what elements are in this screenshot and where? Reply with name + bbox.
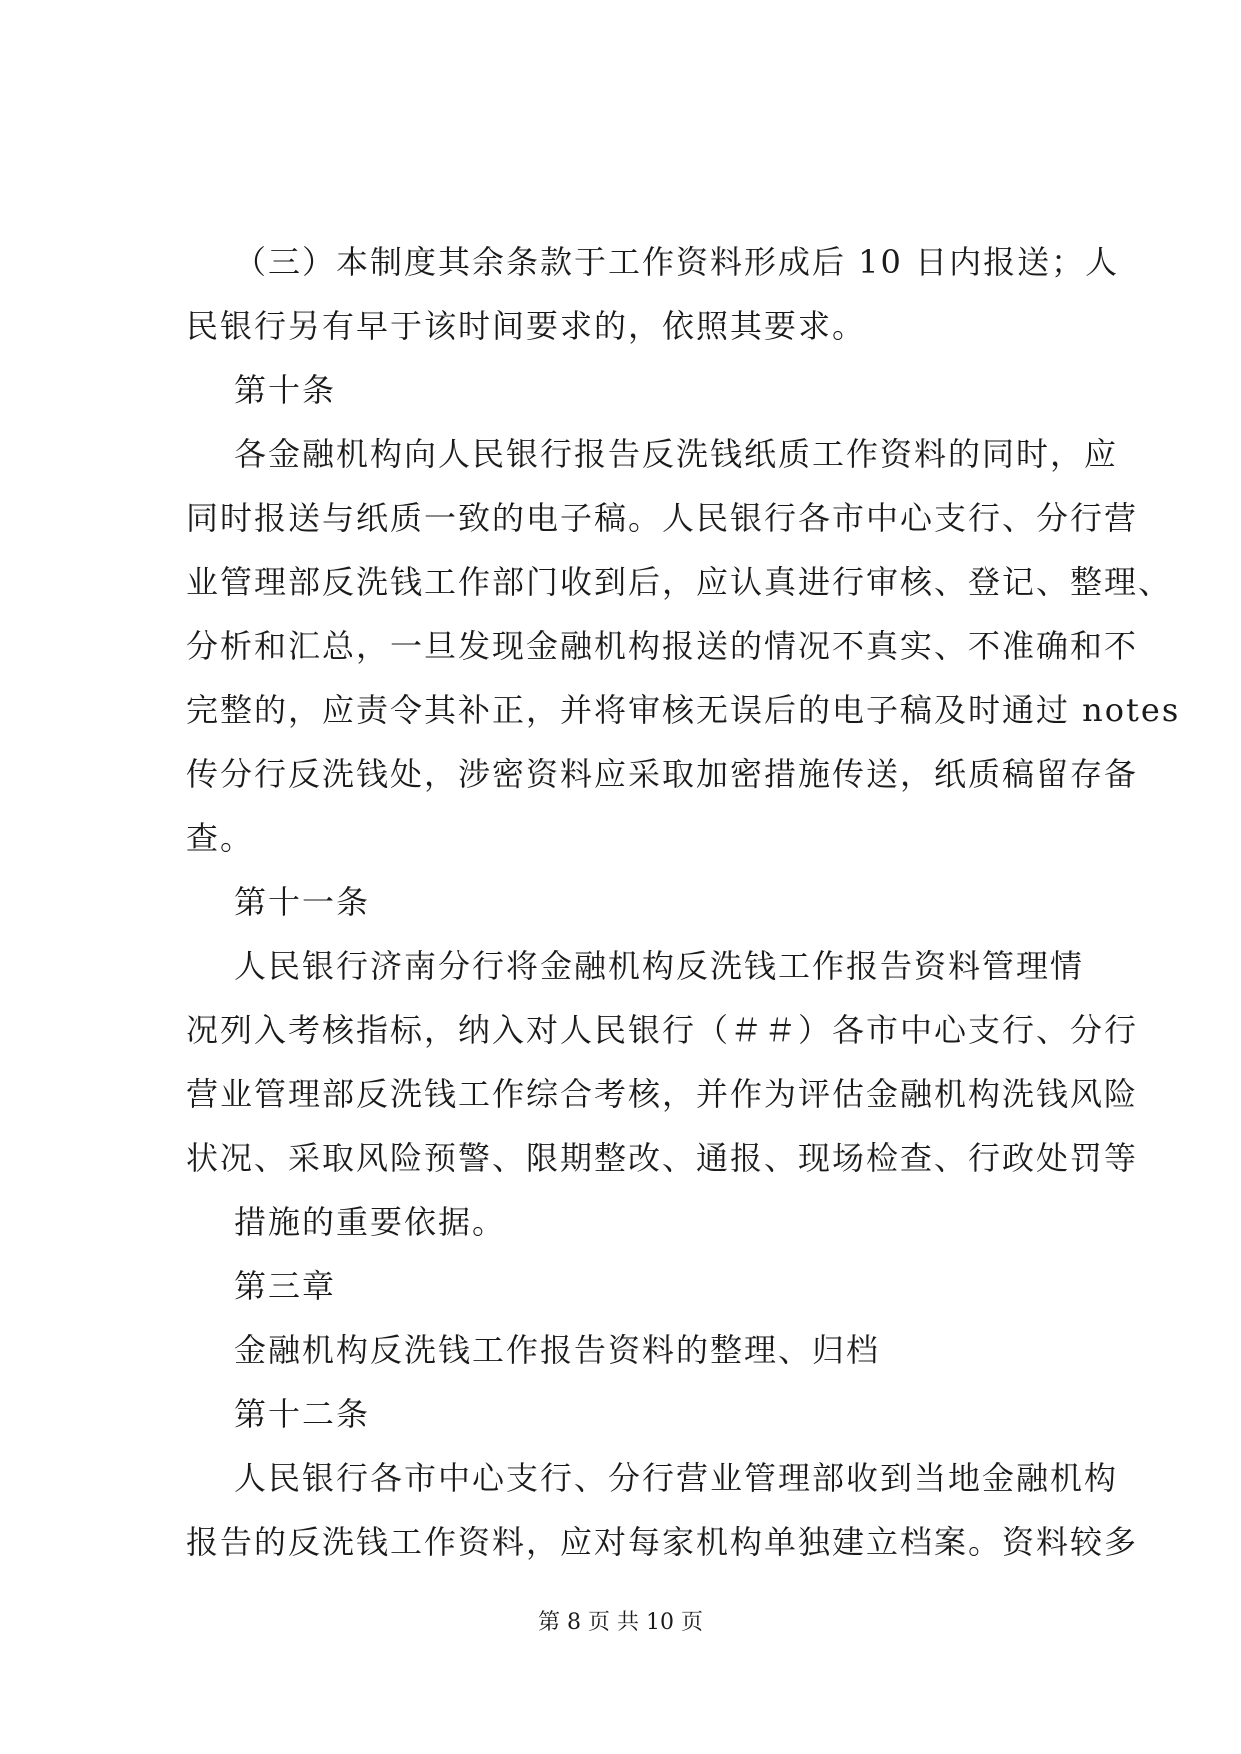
paragraph-line: 分析和汇总，一旦发现金融机构报送的情况不真实、不准确和不 (186, 627, 1139, 665)
article-heading: 第十二条 (234, 1395, 371, 1433)
paragraph-line: 状况、采取风险预警、限期整改、通报、现场检查、行政处罚等 (186, 1139, 1139, 1177)
paragraph-line: 业管理部反洗钱工作部门收到后，应认真进行审核、登记、整理、 (186, 563, 1173, 601)
article-heading: 第十条 (234, 371, 337, 409)
chapter-title: 金融机构反洗钱工作报告资料的整理、归档 (234, 1331, 881, 1369)
page-number: 第 8 页 共 10 页 (538, 1610, 703, 1635)
paragraph-line: 完整的，应责令其补正，并将审核无误后的电子稿及时通过 notes (186, 691, 1181, 729)
paragraph-line: 人民银行济南分行将金融机构反洗钱工作报告资料管理情 (234, 947, 1085, 985)
document-body (186, 230, 1181, 1574)
paragraph-line: 人民银行各市中心支行、分行营业管理部收到当地金融机构 (234, 1459, 1119, 1497)
paragraph-line: 营业管理部反洗钱工作综合考核，并作为评估金融机构洗钱风险 (186, 1075, 1139, 1113)
paragraph-line: 同时报送与纸质一致的电子稿。人民银行各市中心支行、分行营 (186, 499, 1139, 537)
article-heading: 第十一条 (234, 883, 371, 921)
paragraph-line: 措施的重要依据。 (234, 1203, 507, 1241)
paragraph-line: 各金融机构向人民银行报告反洗钱纸质工作资料的同时，应 (234, 435, 1119, 473)
paragraph-line: 报告的反洗钱工作资料，应对每家机构单独建立档案。资料较多 (186, 1523, 1139, 1561)
chapter-heading: 第三章 (234, 1267, 337, 1305)
paragraph-line: 民银行另有早于该时间要求的，依照其要求。 (186, 307, 867, 345)
paragraph-line: （三）本制度其余条款于工作资料形成后 10 日内报送；人 (234, 243, 1120, 281)
paragraph-line: 况列入考核指标，纳入对人民银行（＃＃）各市中心支行、分行 (186, 1011, 1139, 1049)
paragraph-line: 传分行反洗钱处，涉密资料应采取加密措施传送，纸质稿留存备 (186, 755, 1139, 793)
paragraph-line: 查。 (186, 819, 255, 857)
